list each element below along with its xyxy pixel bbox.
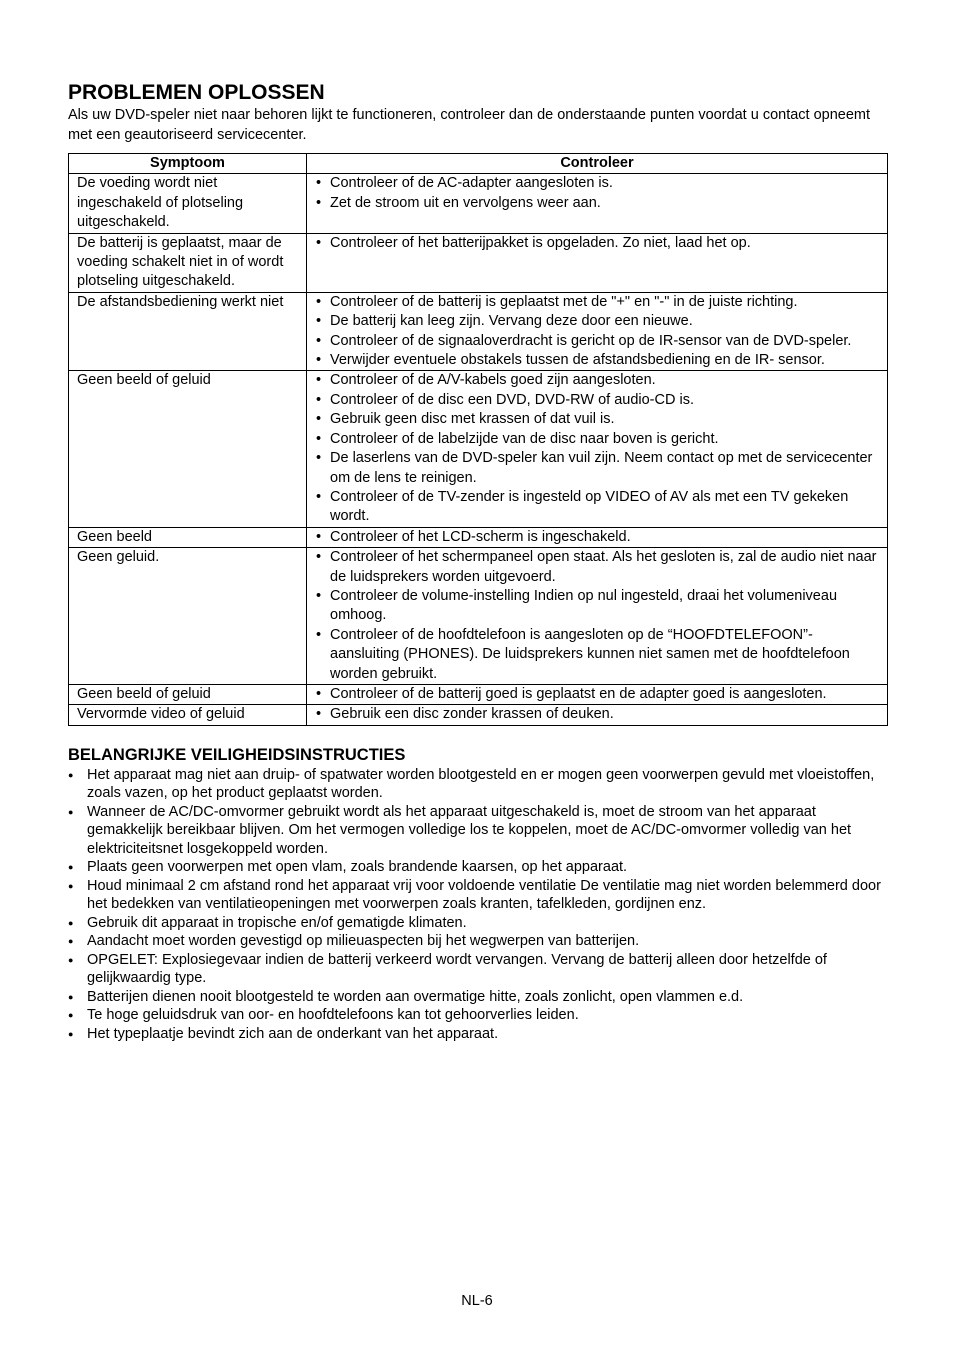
- check-item: • Zet de stroom uit en vervolgens weer aan.: [315, 194, 880, 213]
- symptom-cell: De batterij is geplaatst, maar de voeding schakelt niet in of wordt plotseling uitgeschakeld.: [69, 233, 307, 292]
- check-list: [315, 548, 880, 684]
- check-list: [315, 528, 880, 547]
- check-cell: [307, 548, 888, 685]
- check-item: • Controleer of de disc een DVD, DVD-RW of audio-CD is.: [315, 391, 880, 410]
- safety-item: ● Het apparaat mag niet aan druip- of spatwater worden blootgesteld en er mogen geen voorwerpen gevuld met vloeistoffen, zoals vazen, op het product geplaatst worden.: [68, 766, 888, 803]
- check-item: • Verwijder eventuele obstakels tussen de afstandsbediening en de IR- sensor.: [315, 351, 880, 370]
- check-item: • Controleer of de hoofdtelefoon is aangesloten op de “HOOFDTELEFOON”-aansluiting (PHONES). De luidsprekers kunnen niet samen met de hoofdtelefoon worden gebruikt.: [315, 626, 880, 684]
- table-row: [69, 684, 888, 704]
- check-item: • Controleer of de A/V-kabels goed zijn aangesloten.: [315, 371, 880, 390]
- check-item: • Controleer of het LCD-scherm is ingeschakeld.: [315, 528, 880, 547]
- symptom-cell: De afstandsbediening werkt niet: [69, 292, 307, 371]
- check-item: • De batterij kan leeg zijn. Vervang deze door een nieuwe.: [315, 312, 880, 331]
- check-cell: [307, 371, 888, 527]
- check-list: [315, 174, 880, 213]
- check-cell: [307, 174, 888, 233]
- check-list: [315, 293, 880, 371]
- check-item: • Controleer of de AC-adapter aangesloten is.: [315, 174, 880, 193]
- symptom-cell: Geen beeld: [69, 527, 307, 547]
- header-symptom: Symptoom: [69, 154, 307, 174]
- symptom-cell: Vervormde video of geluid: [69, 705, 307, 725]
- safety-item: ● OPGELET: Explosiegevaar indien de batterij verkeerd wordt vervangen. Vervang de batterij alleen door hetzelfde of gelijkwaardig type.: [68, 951, 888, 988]
- symptom-cell: Geen beeld of geluid: [69, 684, 307, 704]
- safety-item: ● Te hoge geluidsdruk van oor- en hoofdtelefoons kan tot gehoorverlies leiden.: [68, 1006, 888, 1025]
- header-check: Controleer: [307, 154, 888, 174]
- safety-item: ● Plaats geen voorwerpen met open vlam, zoals brandende kaarsen, op het apparaat.: [68, 858, 888, 877]
- table-row: [69, 527, 888, 547]
- safety-item: ● Batterijen dienen nooit blootgesteld te worden aan overmatige hitte, zoals zonlicht, open vlammen e.d.: [68, 988, 888, 1007]
- safety-item: ● Gebruik dit apparaat in tropische en/of gematigde klimaten.: [68, 914, 888, 933]
- safety-item: ● Het typeplaatje bevindt zich aan de onderkant van het apparaat.: [68, 1025, 888, 1044]
- check-list: [315, 371, 880, 526]
- table-header-row: [69, 154, 888, 174]
- page: [68, 80, 888, 1043]
- table-row: [69, 292, 888, 371]
- symptom-cell: Geen geluid.: [69, 548, 307, 685]
- check-item: • Gebruik een disc zonder krassen of deuken.: [315, 705, 880, 724]
- check-item: • De laserlens van de DVD-speler kan vuil zijn. Neem contact op met de servicecenter om de lens te reinigen.: [315, 449, 880, 488]
- page-number: NL-6: [461, 1293, 493, 1309]
- safety-item: ● Wanneer de AC/DC-omvormer gebruikt wordt als het apparaat uitgeschakeld is, moet de stroom van het apparaat gemakkelijk bereikbaar blijven. Om het vermogen volledige los te koppelen, moet de AC/DC-omvormer volledig van het elektriciteitsnet losgekoppeld worden.: [68, 803, 888, 859]
- symptom-cell: De voeding wordt niet ingeschakeld of plotseling uitgeschakeld.: [69, 174, 307, 233]
- table-body: [69, 174, 888, 725]
- check-cell: [307, 705, 888, 725]
- check-cell: [307, 684, 888, 704]
- check-item: • Controleer of de batterij is geplaatst met de "+" en "-" in de juiste richting.: [315, 293, 880, 312]
- check-item: • Gebruik geen disc met krassen of dat vuil is.: [315, 410, 880, 429]
- check-cell: [307, 527, 888, 547]
- check-item: • Controleer of de TV-zender is ingesteld op VIDEO of AV als met een TV gekeken wordt.: [315, 488, 880, 527]
- page-title: PROBLEMEN OPLOSSEN: [68, 81, 325, 104]
- table-row: [69, 705, 888, 725]
- check-list: [315, 685, 880, 704]
- safety-item: ● Houd minimaal 2 cm afstand rond het apparaat vrij voor voldoende ventilatie De ventilatie mag niet worden belemmerd door het bedekken van ventilatieopeningen met voorwerpen zoals kranten, tafelkleden, gordijnen enz.: [68, 877, 888, 914]
- check-list: [315, 234, 880, 253]
- check-cell: [307, 233, 888, 292]
- check-item: • Controleer of de batterij goed is geplaatst en de adapter goed is aangesloten.: [315, 685, 880, 704]
- check-item: • Controleer de volume-instelling Indien op nul ingesteld, draai het volumeniveau omhoog.: [315, 587, 880, 626]
- safety-title: BELANGRIJKE VEILIGHEIDSINSTRUCTIES: [68, 745, 406, 764]
- troubleshooting-table: [68, 153, 888, 726]
- table-row: [69, 548, 888, 685]
- safety-item: ● Aandacht moet worden gevestigd op milieuaspecten bij het wegwerpen van batterijen.: [68, 932, 888, 951]
- table-row: [69, 174, 888, 233]
- table-row: [69, 233, 888, 292]
- intro-text: Als uw DVD-speler niet naar behoren lijkt te functioneren, controleer dan de onderstaande punten voordat u contact opneemt met een geautoriseerd servicecenter.: [68, 107, 871, 143]
- symptom-cell: Geen beeld of geluid: [69, 371, 307, 527]
- check-item: • Controleer of de labelzijde van de disc naar boven is gericht.: [315, 430, 880, 449]
- safety-list: [68, 766, 888, 1044]
- check-item: • Controleer of het batterijpakket is opgeladen. Zo niet, laad het op.: [315, 234, 880, 253]
- check-cell: [307, 292, 888, 371]
- check-item: • Controleer of het schermpaneel open staat. Als het gesloten is, zal de audio niet naar de luidsprekers worden uitgevoerd.: [315, 548, 880, 587]
- check-item: • Controleer of de signaaloverdracht is gericht op de IR-sensor van de DVD-speler.: [315, 332, 880, 351]
- check-list: [315, 705, 880, 724]
- table-row: [69, 371, 888, 527]
